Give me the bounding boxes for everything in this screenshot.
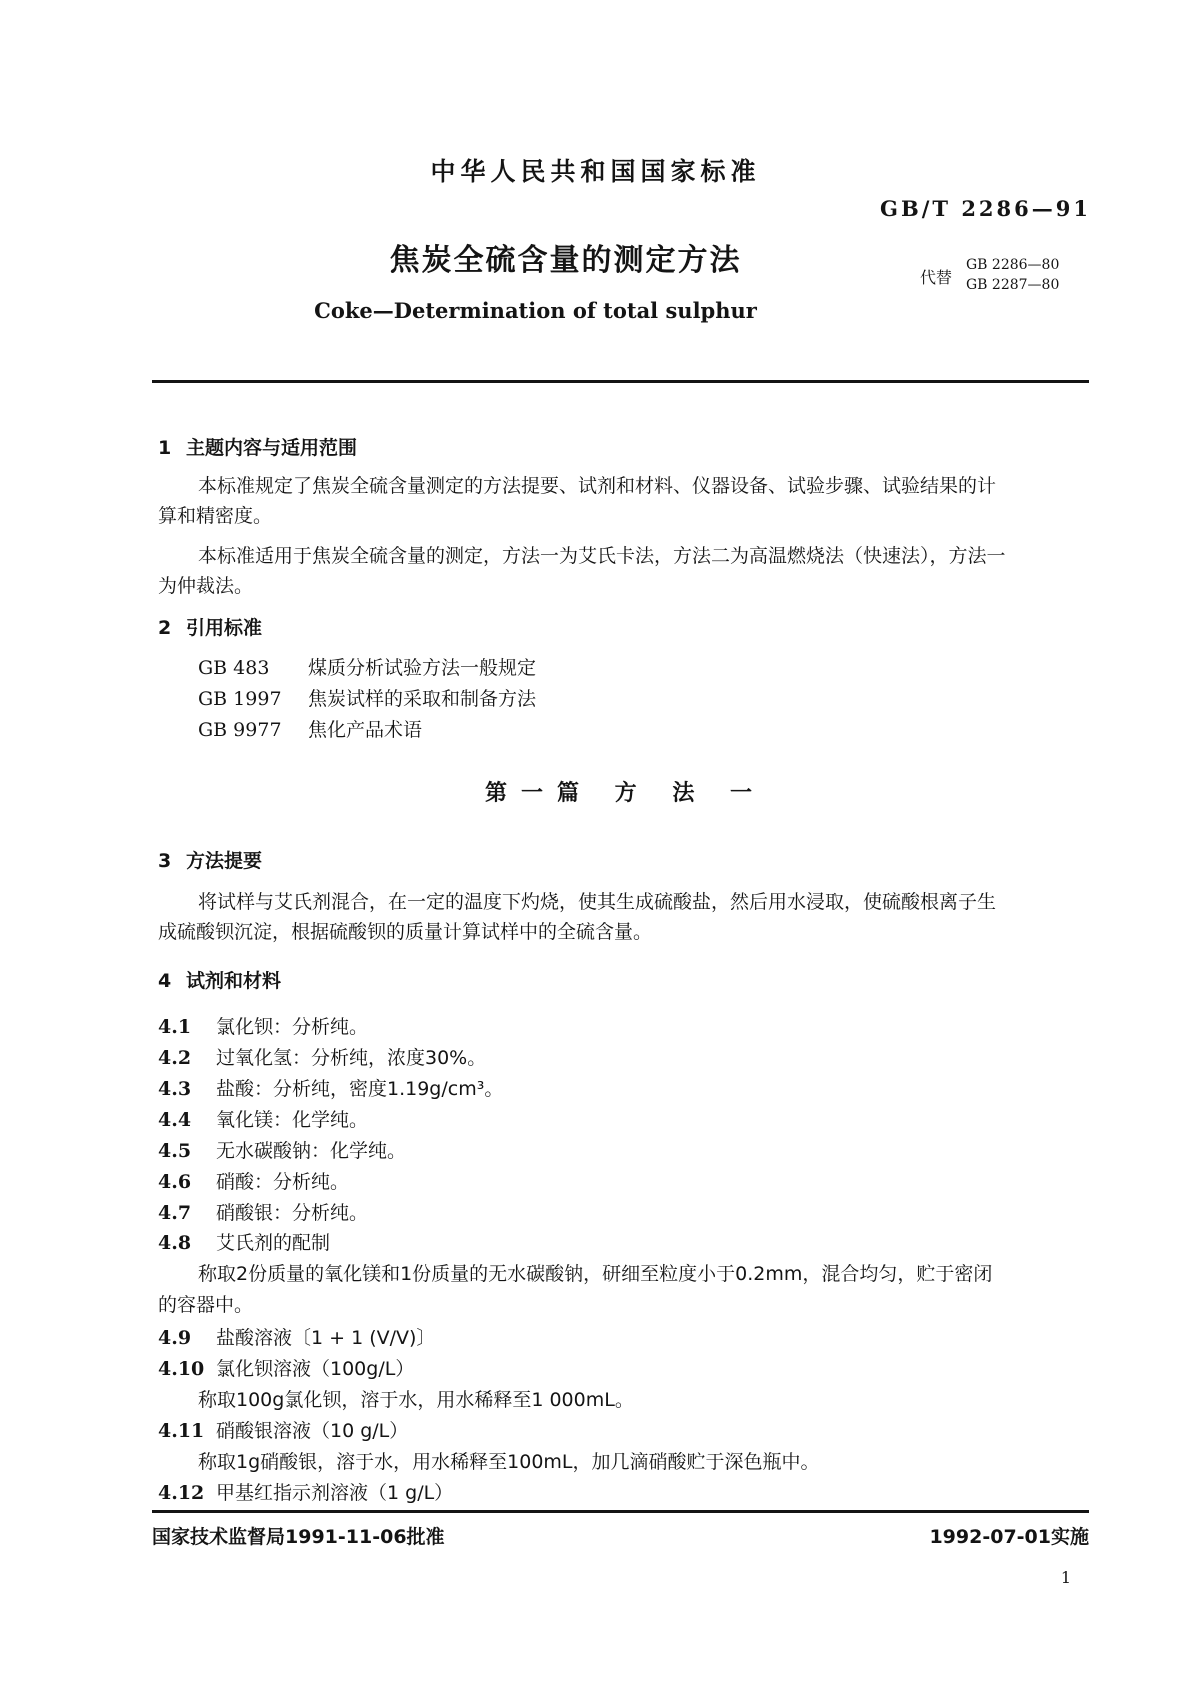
clause-number: 4.9 [158, 1327, 192, 1349]
section-title: 方法提要 [186, 850, 263, 872]
replaces-list [966, 255, 1059, 295]
reference-code: GB 1997 [198, 688, 282, 710]
clause-item [158, 1323, 435, 1350]
paragraph-line: 本标准规定了焦炭全硫含量测定的方法提要、试剂和材料、仪器设备、试验步骤、试验结果的计 [198, 475, 997, 497]
clause-text: 氯化钡：分析纯。 [216, 1016, 369, 1038]
reference-code: GB 483 [198, 657, 270, 679]
section-number: 1 [158, 437, 172, 459]
clause-number: 4.1 [158, 1016, 192, 1038]
clause-number: 4.4 [158, 1109, 192, 1131]
section-number: 3 [158, 850, 172, 872]
paragraph-line: 为仲裁法。 [158, 575, 254, 597]
title-chinese-text: 焦炭全硫含量的测定方法 [389, 243, 742, 278]
replaces-item: GB 2287—80 [966, 277, 1060, 293]
paragraph-line: 称取2份质量的氧化镁和1份质量的无水碳酸钠，研细至粒度小于0.2mm，混合均匀，贮于密闭 [198, 1263, 993, 1285]
part-title [0, 776, 1191, 807]
section-number: 4 [158, 970, 172, 992]
clause-text: 硝酸银溶液（10 g/L） [216, 1420, 409, 1442]
clause-number: 4.12 [158, 1482, 205, 1504]
effective-date: 1992-07-01实施 [929, 1526, 1089, 1548]
paragraph-line: 将试样与艾氏剂混合，在一定的温度下灼烧，使其生成硫酸盐，然后用水浸取，使硫酸根离子生 [198, 891, 997, 913]
section-title: 引用标准 [186, 617, 263, 639]
page-number: 1 [1060, 1568, 1071, 1587]
replaces-item: GB 2286—80 [966, 257, 1060, 273]
clause-item [158, 1228, 330, 1255]
clause-number: 4.11 [158, 1420, 205, 1442]
clause-text: 无水碳酸钠：化学纯。 [216, 1140, 407, 1162]
clause-item [158, 1105, 368, 1132]
clause-item [158, 1416, 408, 1443]
clause-number: 4.10 [158, 1358, 205, 1380]
clause-number: 4.6 [158, 1171, 192, 1193]
footer-rule [152, 1510, 1089, 1513]
clause-item [158, 1198, 368, 1225]
clause-item [158, 1043, 486, 1070]
reference-title: 焦化产品术语 [308, 719, 423, 741]
clause-text: 硝酸银：分析纯。 [216, 1202, 369, 1224]
reference-title: 焦炭试样的采取和制备方法 [308, 688, 537, 710]
clause-item [158, 1012, 368, 1039]
paragraph-line: 成硫酸钡沉淀，根据硫酸钡的质量计算试样中的全硫含量。 [158, 921, 653, 943]
title-english [0, 298, 1191, 323]
standard-org-heading: 中华人民共和国国家标准 [430, 157, 761, 186]
reference-item [198, 684, 536, 711]
section-2-heading [158, 613, 262, 640]
paragraph-line: 本标准适用于焦炭全硫含量的测定，方法一为艾氏卡法，方法二为高温燃烧法（快速法），方法一 [198, 545, 1006, 567]
paragraph-line: 称取1g硝酸银，溶于水，用水稀释至100mL，加几滴硝酸贮于深色瓶中。 [198, 1451, 820, 1473]
clause-item [158, 1478, 453, 1505]
clause-text: 氯化钡溶液（100g/L） [216, 1358, 415, 1380]
section-4-heading [158, 966, 281, 993]
clause-text: 盐酸：分析纯，密度1.19g/cm³。 [216, 1078, 504, 1100]
title-english-text: Coke—Determination of total sulphur [314, 298, 757, 323]
part-title-text: 第一篇 方 法 一 [485, 781, 766, 806]
paragraph-line: 的容器中。 [158, 1294, 254, 1316]
reference-code: GB 9977 [198, 719, 282, 741]
approval-date: 国家技术监督局1991-11-06批准 [152, 1526, 445, 1548]
clause-text: 甲基红指示剂溶液（1 g/L） [216, 1482, 454, 1504]
reference-item [198, 653, 536, 680]
section-3-heading [158, 846, 262, 873]
section-1-heading [158, 433, 357, 460]
clause-item [158, 1167, 349, 1194]
clause-item [158, 1354, 414, 1381]
section-title: 主题内容与适用范围 [186, 437, 358, 459]
clause-number: 4.3 [158, 1078, 192, 1100]
reference-title: 煤质分析试验方法一般规定 [308, 657, 537, 679]
clause-number: 4.7 [158, 1202, 192, 1224]
reference-item [198, 715, 422, 742]
clause-text: 艾氏剂的配制 [216, 1232, 331, 1254]
clause-number: 4.8 [158, 1232, 192, 1254]
clause-text: 盐酸溶液〔1 + 1 (V/V)〕 [216, 1327, 436, 1349]
replaces-label: 代替 [920, 268, 953, 287]
section-title: 试剂和材料 [186, 970, 282, 992]
clause-text: 过氧化氢：分析纯，浓度30%。 [216, 1047, 487, 1069]
paragraph-line: 称取100g氯化钡，溶于水，用水稀释至1 000mL。 [198, 1389, 634, 1411]
header-rule [152, 380, 1089, 383]
clause-item [158, 1136, 406, 1163]
paragraph-line: 算和精密度。 [158, 505, 273, 527]
clause-number: 4.2 [158, 1047, 192, 1069]
clause-text: 硝酸：分析纯。 [216, 1171, 350, 1193]
clause-number: 4.5 [158, 1140, 192, 1162]
standard-number: GB/T 2286—91 [880, 196, 1091, 221]
section-number: 2 [158, 617, 172, 639]
clause-text: 氧化镁：化学纯。 [216, 1109, 369, 1131]
clause-item [158, 1074, 503, 1101]
